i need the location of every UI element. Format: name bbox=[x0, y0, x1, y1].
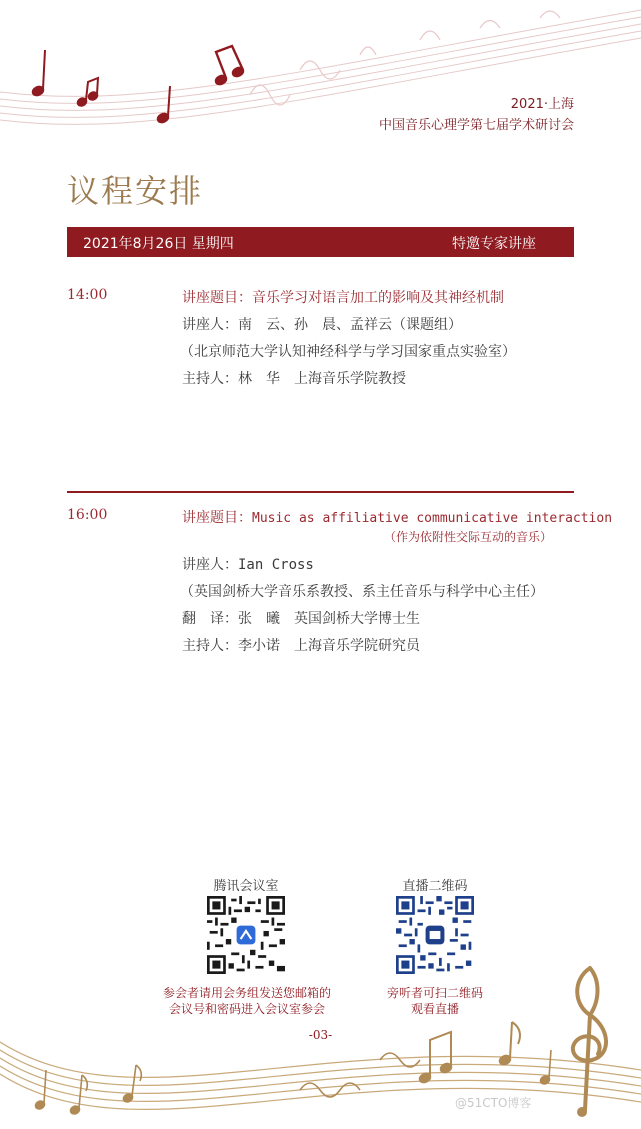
talk-2-topic-prefix: 讲座题目： bbox=[182, 510, 252, 526]
music-note-icon bbox=[418, 1032, 454, 1085]
qr-1-label: 腾讯会议室 bbox=[213, 879, 279, 894]
talk-2-speaker bbox=[182, 554, 314, 574]
talk-1-time: 14:00 bbox=[67, 287, 108, 303]
talk-2-affiliation: （英国剑桥大学音乐系教授、系主任音乐与科学中心主任） bbox=[180, 584, 544, 600]
talk-2-host: 主持人：李小诺 上海音乐学院研究员 bbox=[182, 638, 420, 654]
talk-1-host: 主持人：林 华 上海音乐学院教授 bbox=[182, 371, 406, 387]
qr-1-caption-line-1: 参会者请用会务组发送您邮箱的 bbox=[162, 986, 331, 1000]
music-note-icon bbox=[31, 50, 46, 98]
music-note-icon bbox=[122, 1065, 142, 1104]
music-note-icon bbox=[498, 1022, 520, 1067]
talk-2-speaker-prefix: 讲座人： bbox=[182, 557, 238, 573]
talk-2-speaker-name: Ian Cross bbox=[238, 557, 314, 573]
tencent-meeting-icon bbox=[237, 926, 256, 945]
watermark: @51CTO博客 bbox=[455, 1096, 532, 1110]
talk-2-topic-english: Music as affiliative communicative interaction bbox=[252, 511, 613, 526]
qr-2-caption-line-1: 旁听者可扫二维码 bbox=[386, 986, 483, 1000]
session-bar bbox=[67, 227, 574, 257]
talk-2-topic bbox=[182, 507, 612, 527]
talk-1-affiliation: （北京师范大学认知神经科学与学习国家重点实验室） bbox=[180, 344, 516, 360]
qr-2-label: 直播二维码 bbox=[402, 879, 468, 894]
header-year-city: 2021·上海 bbox=[510, 97, 574, 112]
talk-2-time: 16:00 bbox=[67, 507, 108, 523]
session-type: 特邀专家讲座 bbox=[452, 236, 536, 252]
talk-2-topic-chinese: （作为依附性交际互动的音乐） bbox=[384, 530, 553, 544]
music-note-icon bbox=[214, 46, 246, 87]
session-date: 2021年8月26日 星期四 bbox=[83, 236, 234, 252]
page-number: -03- bbox=[308, 1028, 333, 1042]
talk-2-translator: 翻 译：张 曦 英国剑桥大学博士生 bbox=[182, 611, 420, 627]
header-conference-name: 中国音乐心理学第七届学术研讨会 bbox=[378, 118, 574, 133]
section-divider bbox=[67, 491, 574, 493]
qr-2-caption-line-2: 观看直播 bbox=[410, 1002, 459, 1016]
qr-1-caption-line-2: 会议号和密码进入会议室参会 bbox=[168, 1002, 325, 1016]
talk-1-speaker: 讲座人：南 云、孙 晨、孟祥云（课题组） bbox=[182, 317, 462, 333]
talk-1-topic: 讲座题目：音乐学习对语言加工的影响及其神经机制 bbox=[182, 290, 504, 306]
bottom-music-staff-decoration bbox=[0, 960, 641, 1129]
music-note-icon bbox=[539, 1050, 551, 1086]
page-title: 议程安排 bbox=[67, 172, 204, 210]
